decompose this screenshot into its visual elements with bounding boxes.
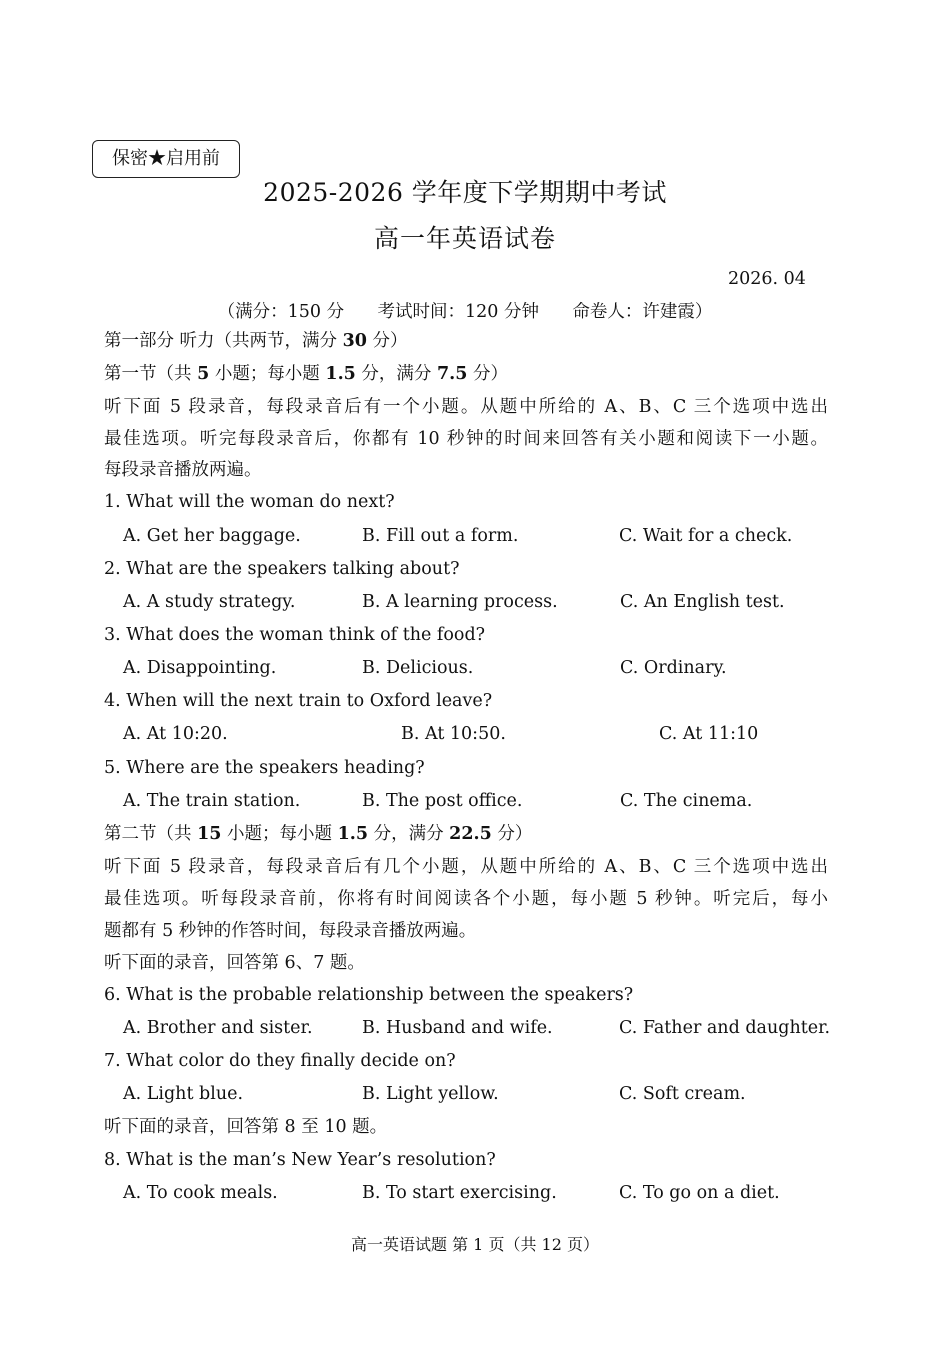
- option-a: A. Brother and sister.: [123, 1018, 313, 1038]
- option-a: A. Disappointing.: [123, 658, 277, 678]
- option-b: B. Delicious.: [362, 658, 474, 678]
- option-c: C. At 11:10: [659, 724, 759, 744]
- option-a: A. Get her baggage.: [123, 526, 301, 546]
- option-b: B. A learning process.: [362, 592, 558, 612]
- exam-title: 2025-2026 学年度下学期期中考试: [263, 178, 667, 207]
- option-a: A. The train station.: [123, 791, 301, 811]
- question-6: 6. What is the probable relationship between the speakers?: [104, 985, 634, 1005]
- section1-heading: 第一节（共 5 小题；每小题 1.5 分，满分 7.5 分）: [104, 364, 509, 384]
- question-5: 5. Where are the speakers heading?: [104, 758, 425, 778]
- section2-instruction-3: 题都有 5 秒钟的作答时间，每段录音播放两遍。: [104, 921, 477, 941]
- question-4: 4. When will the next train to Oxford leave?: [104, 691, 493, 711]
- section2-subheading-1: 听下面的录音，回答第 6、7 题。: [104, 953, 365, 973]
- option-c: C. Ordinary.: [620, 658, 727, 678]
- exam-info: （满分：150 分 考试时间：120 分钟 命卷人：许建霞）: [217, 302, 713, 322]
- section2-instruction-1: 听下面 5 段录音，每段录音后有几个小题，从题中所给的 A、B、C 三个选项中选出: [104, 857, 828, 877]
- section2-subheading-2: 听下面的录音，回答第 8 至 10 题。: [104, 1117, 388, 1137]
- option-c: C. Wait for a check.: [619, 526, 793, 546]
- question-8: 8. What is the man’s New Year’s resolution?: [104, 1150, 496, 1170]
- option-c: C. Soft cream.: [619, 1084, 746, 1104]
- question-1: 1. What will the woman do next?: [104, 492, 395, 512]
- option-b: B. To start exercising.: [362, 1183, 557, 1203]
- option-b: B. Light yellow.: [362, 1084, 499, 1104]
- section2-instruction-2: 最佳选项。听每段录音前，你将有时间阅读各个小题，每小题 5 秒钟。听完后，每小: [104, 889, 828, 909]
- section1-instruction-1: 听下面 5 段录音，每段录音后有一个小题。从题中所给的 A、B、C 三个选项中选出: [104, 397, 828, 417]
- option-b: B. The post office.: [362, 791, 523, 811]
- option-c: C. The cinema.: [620, 791, 753, 811]
- question-2: 2. What are the speakers talking about?: [104, 559, 460, 579]
- option-a: A. Light blue.: [123, 1084, 244, 1104]
- confidential-stamp: 保密★启用前: [92, 140, 240, 178]
- option-b: B. At 10:50.: [401, 724, 506, 744]
- option-c: C. An English test.: [620, 592, 785, 612]
- option-a: A. A study strategy.: [123, 592, 296, 612]
- exam-date: 2026. 04: [728, 269, 806, 289]
- option-c: C. To go on a diet.: [619, 1183, 780, 1203]
- option-b: B. Husband and wife.: [362, 1018, 553, 1038]
- part1-heading: 第一部分 听力（共两节，满分 30 分）: [104, 331, 408, 351]
- question-7: 7. What color do they finally decide on?: [104, 1051, 456, 1071]
- question-3: 3. What does the woman think of the food?: [104, 625, 486, 645]
- option-c: C. Father and daughter.: [619, 1018, 831, 1038]
- section1-instruction-3: 每段录音播放两遍。: [104, 460, 262, 480]
- exam-subtitle: 高一年英语试卷: [373, 224, 556, 253]
- section2-heading: 第二节（共 15 小题；每小题 1.5 分，满分 22.5 分）: [104, 824, 533, 844]
- option-a: A. At 10:20.: [123, 724, 228, 744]
- option-b: B. Fill out a form.: [362, 526, 519, 546]
- option-a: A. To cook meals.: [123, 1183, 278, 1203]
- section1-instruction-2: 最佳选项。听完每段录音后，你都有 10 秒钟的时间来回答有关小题和阅读下一小题。: [104, 429, 828, 449]
- page-footer: 高一英语试题 第 1 页（共 12 页）: [351, 1235, 599, 1254]
